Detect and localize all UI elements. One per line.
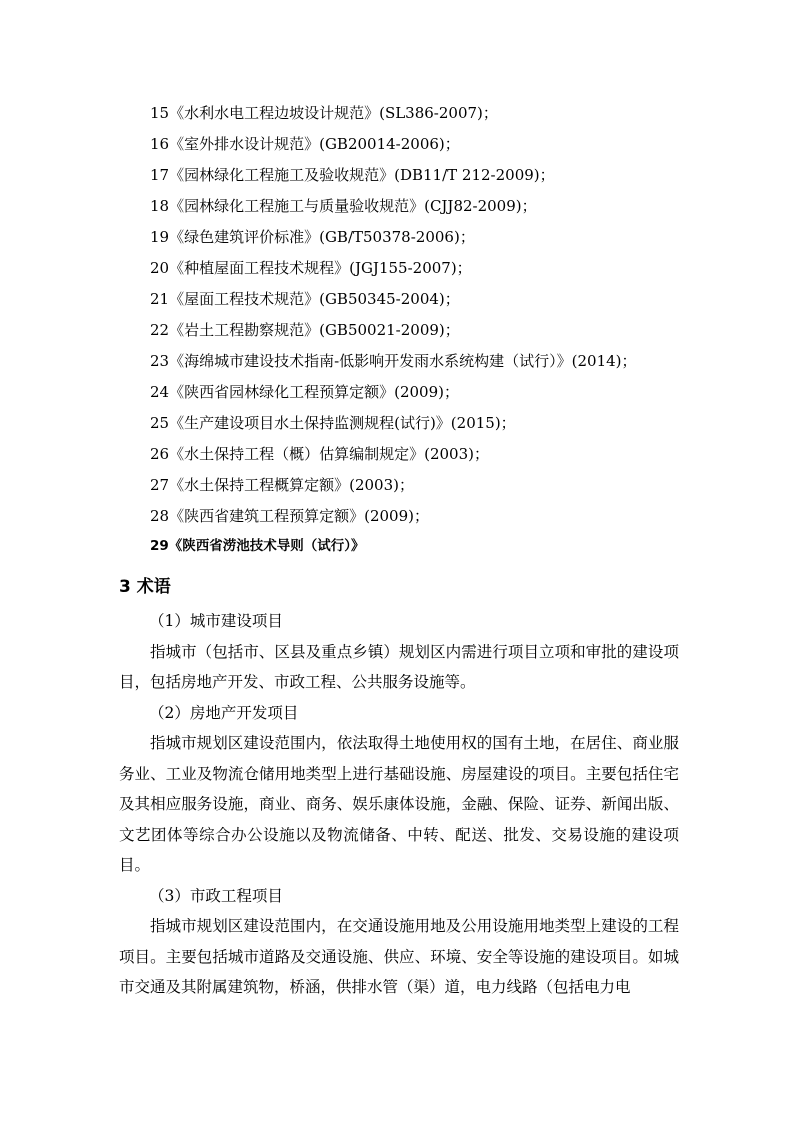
reference-item-19: 19《绿色建筑评价标准》(GB/T50378-2006)； bbox=[150, 228, 475, 246]
reference-list bbox=[150, 98, 710, 560]
term-definition-2: 指城市规划区建设范围内，依法取得土地使用权的国有土地，在居住、商业服务业、工业及物流仓储用地类型上进行基础设施、房屋建设的项目。主要包括住宅及其相应服务设施，商业、商务、娱乐康体设施，金融、保险、证券、新闻出版、文艺团体等综合办公设施以及物流储备、中转、配送、批发、交易设施的建设项目。 bbox=[119, 734, 679, 874]
reference-item-26: 26《水土保持工程（概）估算编制规定》(2003)； bbox=[150, 445, 489, 463]
reference-item-25: 25《生产建设项目水土保持监测规程(试行)》(2015)； bbox=[150, 414, 516, 432]
term-title-1: （1）城市建设项目 bbox=[149, 612, 283, 630]
section-body bbox=[119, 606, 679, 1003]
reference-item-20: 20《种植屋面工程技术规程》(JGJ155-2007)； bbox=[150, 259, 472, 277]
reference-item-16: 16《室外排水设计规范》(GB20014-2006)； bbox=[150, 135, 460, 153]
reference-item-22: 22《岩土工程勘察规范》(GB50021-2009)； bbox=[150, 321, 460, 339]
reference-item-15: 15《水利水电工程边坡设计规范》(SL386-2007)； bbox=[150, 104, 498, 122]
term-definition-1: 指城市（包括市、区县及重点乡镇）规划区内需进行项目立项和审批的建设项目，包括房地产开发、市政工程、公共服务设施等。 bbox=[119, 642, 679, 691]
reference-item-24: 24《陕西省园林绿化工程预算定额》(2009)； bbox=[150, 383, 459, 401]
reference-item-21: 21《屋面工程技术规范》(GB50345-2004)； bbox=[150, 290, 460, 308]
reference-item-17: 17《园林绿化工程施工及验收规范》(DB11/T 212-2009)； bbox=[150, 166, 555, 184]
section-heading: 3 术语 bbox=[119, 577, 171, 597]
reference-item-23: 23《海绵城市建设技术指南-低影响开发雨水系统构建（试行）》(2014)； bbox=[150, 352, 637, 370]
reference-item-28: 28《陕西省建筑工程预算定额》(2009)； bbox=[150, 507, 429, 525]
reference-item-18: 18《园林绿化工程施工与质量验收规范》(CJJ82-2009)； bbox=[150, 197, 537, 215]
term-title-2: （2）房地产开发项目 bbox=[149, 703, 299, 722]
reference-item-29: 29《陕西省涝池技术导则（试行）》 bbox=[150, 538, 365, 554]
reference-item-27: 27《水土保持工程概算定额》(2003)； bbox=[150, 476, 414, 494]
term-definition-3: 指城市规划区建设范围内，在交通设施用地及公用设施用地类型上建设的工程项目。主要包括城市道路及交通设施、供应、环境、安全等设施的建设项目。如城市交通及其附属建筑物，桥涵，供排水管（渠）道，电力线路（包括电力电 bbox=[119, 917, 679, 996]
term-title-3: （3）市政工程项目 bbox=[149, 886, 283, 905]
